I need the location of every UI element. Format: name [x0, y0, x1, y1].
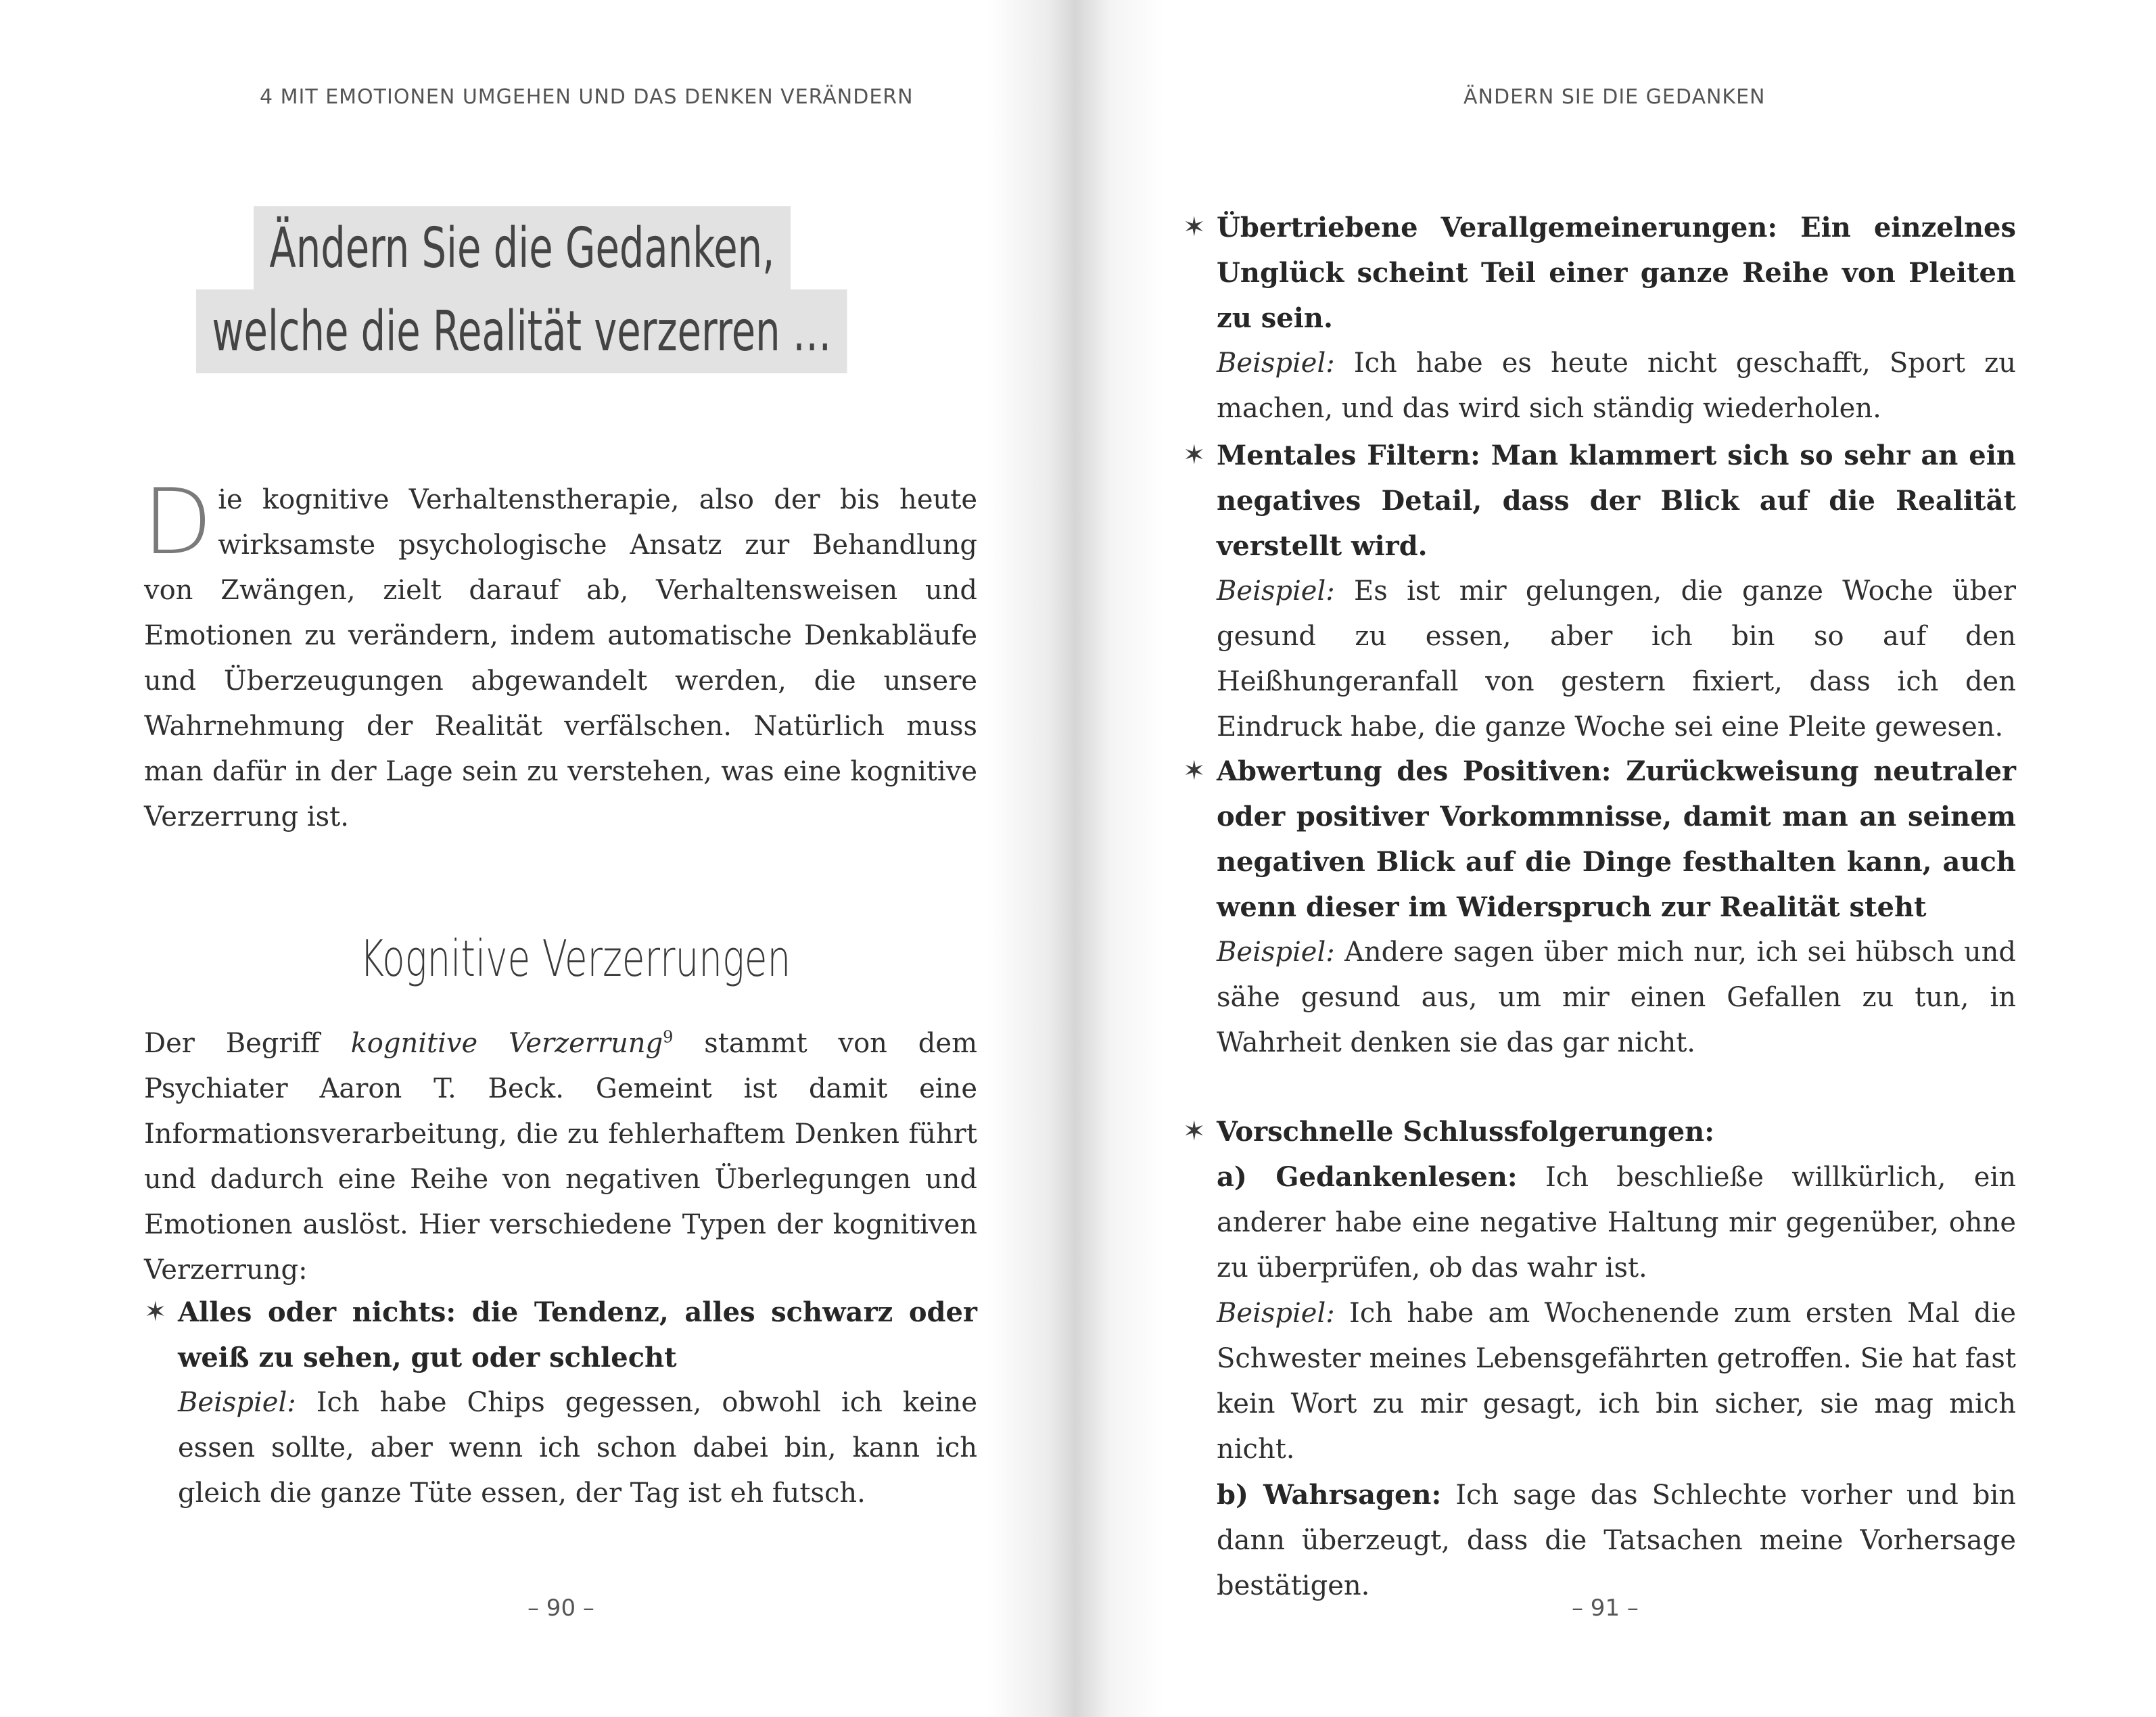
bullet-item — [144, 1290, 977, 1516]
example-text: Ich habe am Wochenende zum ersten Mal die Schwester meines Lebensgefährten getroffen. Sie hat fast kein Wort zu mir gesagt, ich bin sicher, sie mag mich nicht. — [1217, 1298, 2016, 1465]
star-bullet-icon: ✶ — [1183, 755, 1206, 786]
bullet-lead: Vorschnelle Schlussfolgerungen: — [1217, 1116, 1715, 1148]
star-bullet-icon: ✶ — [1183, 1116, 1206, 1147]
right-page — [1078, 0, 2156, 1717]
section-term: kognitive Verzerrung — [350, 1028, 663, 1059]
running-head-left: 4 MIT EMOTIONEN UMGEHEN UND DAS DENKEN VERÄNDERN — [260, 85, 914, 109]
drop-cap: D — [143, 469, 213, 575]
bullet-lead: Alles oder nichts: die Tendenz, alles schwarz oder weiß zu sehen, gut oder schlecht — [178, 1296, 977, 1373]
sub-item-a — [1217, 1154, 2016, 1291]
chapter-title-line-1: Ändern Sie die Gedanken, — [254, 206, 791, 290]
section-paragraph — [144, 1021, 977, 1293]
example-text: Ich habe es heute nicht geschafft, Sport zu machen, und das wird sich ständig wiederholen. — [1217, 348, 2016, 424]
example-label: Beispiel: — [1217, 937, 1335, 968]
footnote-marker[interactable]: 9 — [663, 1027, 674, 1047]
sub-item-b-text: Ich sage das Schlechte vorher und bin dann überzeugt, dass die Tatsachen meine Vorhersage bestätigen. — [1217, 1480, 2016, 1601]
bullet-item — [1183, 749, 2016, 1066]
bullet-example — [178, 1380, 977, 1516]
bullet-item — [1183, 205, 2016, 431]
bullet-example — [1217, 1291, 2016, 1472]
bullet-lead: Mentales Filtern: Man klammert sich so sehr an ein negatives Detail, dass der Blick auf die Realität verstellt wird. — [1217, 440, 2016, 562]
intro-paragraph — [143, 469, 977, 840]
sub-item-b — [1217, 1472, 2016, 1609]
bullet-item — [1183, 433, 2016, 750]
bullet-example — [1217, 930, 2016, 1066]
star-bullet-icon: ✶ — [144, 1296, 167, 1327]
page-number-right: – 91 – — [1572, 1595, 1639, 1622]
example-text: Andere sagen über mich nur, ich sei hübsch und sähe gesund aus, um mir einen Gefallen zu tun, in Wahrheit denken sie das gar nicht. — [1217, 937, 2016, 1058]
sub-item-a-label: a) Gedankenlesen: — [1217, 1161, 1518, 1193]
example-label: Beispiel: — [1217, 575, 1335, 607]
example-label: Beispiel: — [1217, 348, 1335, 379]
example-text: Ich habe Chips gegessen, obwohl ich keine essen sollte, aber wenn ich schon dabei bin, kann ich gleich die ganze Tüte essen, der Tag ist eh futsch. — [178, 1387, 977, 1509]
example-label: Beispiel: — [178, 1387, 296, 1418]
bullet-item — [1183, 1109, 2016, 1609]
example-text: Es ist mir gelungen, die ganze Woche über gesund zu essen, aber ich bin so auf den Heißhungeranfall von gestern fixiert, dass ich den Eindruck habe, die ganze Woche sei eine Pleite gewesen. — [1217, 575, 2016, 743]
section-text-before: Der Begriff — [144, 1028, 351, 1059]
page-number-left: – 90 – — [528, 1595, 594, 1622]
star-bullet-icon: ✶ — [1183, 440, 1206, 471]
section-text-after: stammt von dem Psychiater Aaron T. Beck. Gemeint ist damit eine Informationsverarbeitung, die zu fehlerhaftem Denken führt und dadurch eine Reihe von negativen Überlegungen und Emotionen auslöst. Hier verschiedene Typen der kognitiven Verzerrung: — [144, 1028, 977, 1286]
chapter-title-line-2: welche die Realität verzerren … — [196, 289, 847, 373]
bullet-example — [1217, 341, 2016, 431]
star-bullet-icon: ✶ — [1183, 212, 1206, 243]
example-label: Beispiel: — [1217, 1298, 1335, 1329]
running-head-right: ÄNDERN SIE DIE GEDANKEN — [1463, 85, 1766, 109]
sub-item-a-text: Ich beschließe willkürlich, ein anderer habe eine negative Haltung mir gegenüber, ohne zu überprüfen, ob das wahr ist. — [1217, 1162, 2016, 1284]
bullet-example — [1217, 569, 2016, 750]
bullet-lead: Übertriebene Verallgemeinerungen: Ein einzelnes Unglück scheint Teil einer ganze Reihe von Pleiten zu sein. — [1217, 212, 2016, 334]
bullet-lead: Abwertung des Positiven: Zurückweisung neutraler oder positiver Vorkommnisse, damit man an seinem negativen Blick auf die Dinge festhalten kann, auch wenn dieser im Widerspruch zur Realität steht — [1217, 755, 2016, 923]
section-heading: Kognitive Verzerrungen — [360, 930, 791, 988]
intro-text: ie kognitive Verhaltenstherapie, also der bis heute wirksamste psychologische Ansatz zur Behandlung von Zwängen, zielt darauf ab, Verhaltensweisen und Emotionen zu verändern, indem automatische Denkabläufe und Überzeugungen abgewandelt werden, die unsere Wahrnehmung der Realität verfälschen. Natürlich muss man dafür in der Lage sein zu verstehen, was eine kognitive Verzerrung ist. — [144, 484, 977, 832]
sub-item-b-label: b) Wahrsagen: — [1217, 1479, 1442, 1511]
